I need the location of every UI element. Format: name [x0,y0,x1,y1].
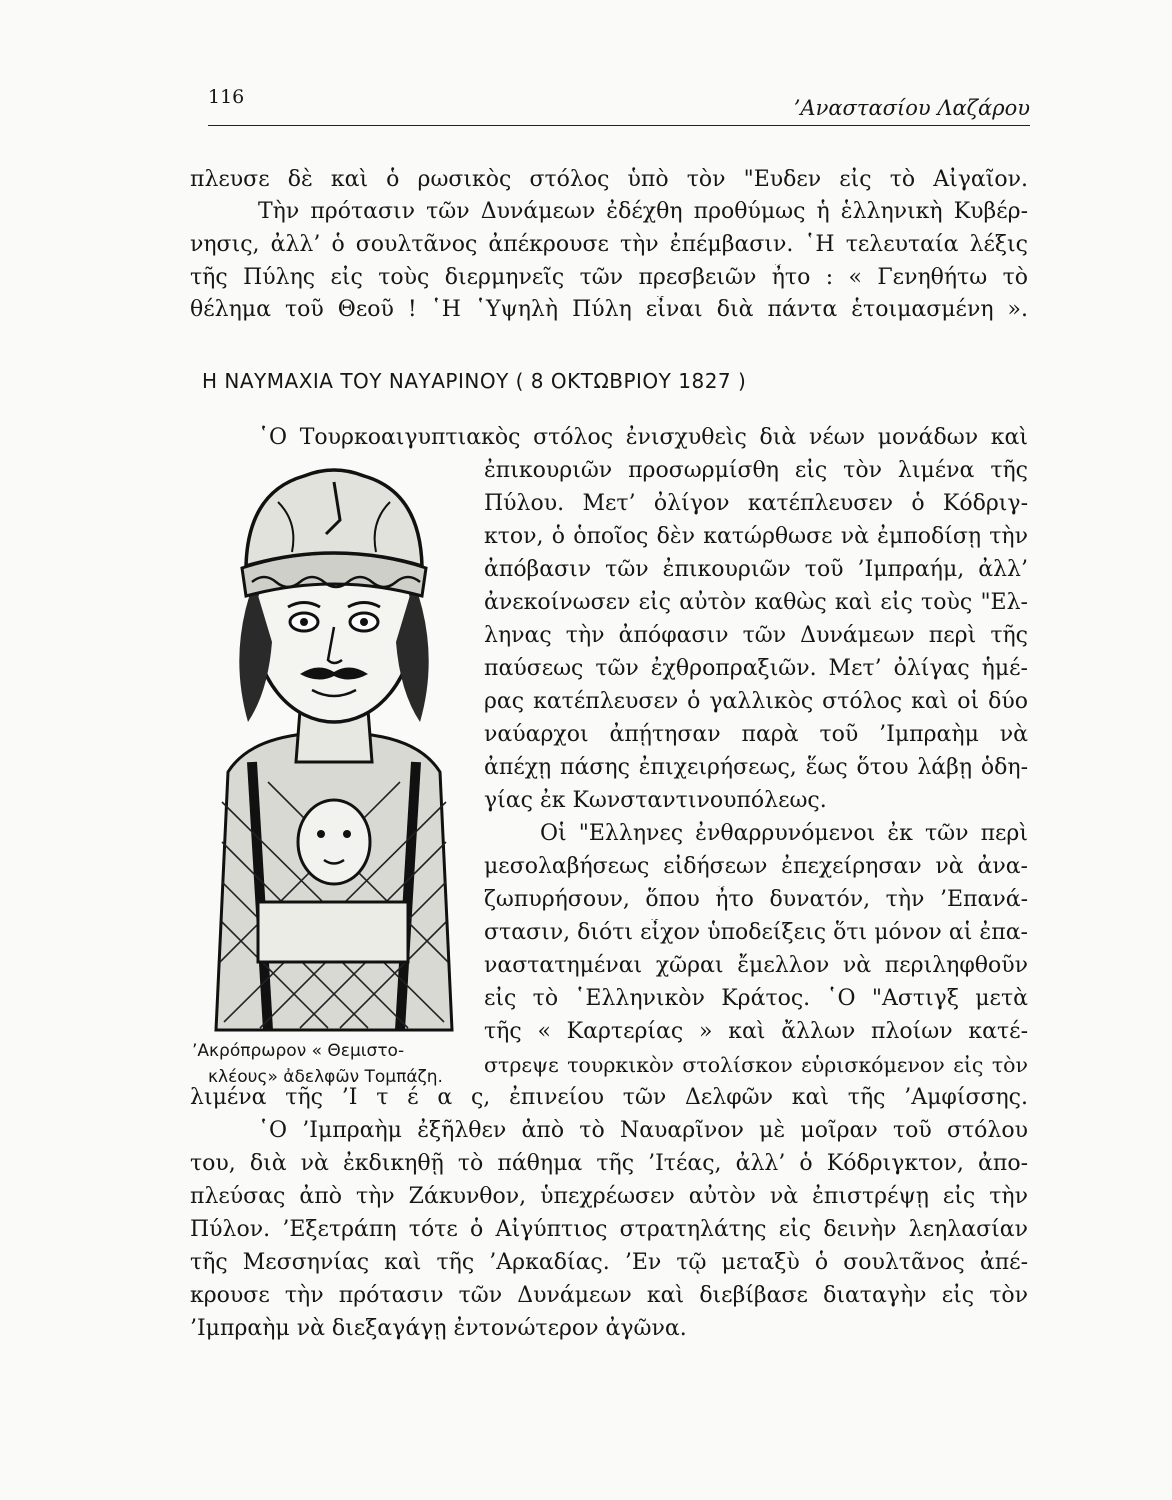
figure-caption-line-2: κλέους» ἀδελφῶν Τομπάζη. [208,1067,443,1087]
column-line-3: κτον, ὁ ὁποῖος δὲν κατώρθωσε νὰ ἐμποδίσῃ τὴν [484,524,1028,549]
column-line-1: ἐπικουριῶν προσωρμίσθη εἰς τὸν λιμένα τῆς [484,458,1028,483]
intro-line-4: τῆς Πύλης εἰς τοὺς διερμηνεῖς τῶν πρεσβειῶν ἦτο : « Γενηθήτω τὸ [190,265,1028,290]
column-line-4: ἀπόβασιν τῶν ἐπικουριῶν τοῦ ’Ιμπραήμ, ἀλλ’ [484,557,1028,582]
running-head-author: ’Αναστασίου Λαζάρου [793,96,1030,120]
column-line-8: ρας κατέπλευσεν ὁ γαλλικὸς στόλος καὶ οἱ δύο [484,689,1028,714]
column-line-17: εἰς τὸ ῾Ελληνικὸν Κράτος. ῾Ο "Αστιγξ μετὰ [484,986,1028,1011]
closing-line-6: τῆς Μεσσηνίας καὶ τῆς ’Αρκαδίας. ’Εν τῷ μεταξὺ ὁ σουλτᾶνος ἀπέ- [190,1250,1028,1275]
closing-line-8: ’Ιμπραὴμ νὰ διεξαγάγῃ ἐντονώτερον ἀγῶνα. [190,1316,687,1341]
page-number: 116 [208,86,245,108]
column-line-6: ληνας τὴν ἀπόφασιν τῶν Δυνάμεων περὶ τῆς [484,623,1028,648]
figure-caption [192,1038,477,1090]
column-line-7: παύσεως τῶν ἐχθροπραξιῶν. Μετ’ ὀλίγας ἡμέ- [484,656,1028,681]
column-line-15: στασιν, διότι εἶχον ὑποδείξεις ὅτι μόνον αἱ ἐπα- [484,920,1028,945]
intro-line-5: θέλημα τοῦ Θεοῦ ! ῾Η ῾Υψηλὴ Πύλη εἶναι διὰ πάντα ἑτοιμασμένη ». [190,297,1028,322]
closing-line-1: λιμένα τῆς ’Ι τ έ α ς, ἐπινείου τῶν Δελφῶν καὶ τῆς ’Αμφίσσης. [190,1085,1028,1110]
section-heading: Η ΝΑΥΜΑΧΙΑ ΤΟΥ ΝΑΥΑΡΙΝΟΥ ( 8 ΟΚΤΩΒΡΙΟΥ 1827 ) [202,369,747,393]
column-line-14: ζωπυρήσουν, ὅπου ἦτο δυνατόν, τὴν ’Επανά- [484,887,1028,912]
column-line-18: τῆς « Καρτερίας » καὶ ἄλλων πλοίων κατέ- [484,1019,1028,1044]
figurehead-illustration [208,462,460,1032]
column-line-16: ναστατημέναι χῶραι ἔμελλον νὰ περιληφθοῦν [484,953,1028,978]
figure-caption-line-1: ’Ακρόπρωρον « Θεμιστο- [192,1041,405,1061]
column-line-11: γίας ἐκ Κωνσταντινουπόλεως. [484,788,827,813]
page-header [208,86,1030,126]
column-line-2: Πύλου. Μετ’ ὀλίγον κατέπλευσεν ὁ Κόδριγ- [484,491,1028,516]
section-first-line: ῾Ο Τουρκοαιγυπτιακὸς στόλος ἐνισχυθεὶς διὰ νέων μονάδων καὶ [258,425,1028,450]
closing-line-5: Πύλον. ’Εξετράπη τότε ὁ Αἰγύπτιος στρατηλάτης εἰς δεινὴν λεηλασίαν [190,1217,1028,1242]
intro-line-1: πλευσε δὲ καὶ ὁ ρωσικὸς στόλος ὑπὸ τὸν "Ευδεν εἰς τὸ Αἰγαῖον. [190,167,1028,192]
intro-line-2: Τὴν πρότασιν τῶν Δυνάμεων ἐδέχθη προθύμως ἡ ἑλληνικὴ Κυβέρ- [258,199,1028,224]
column-line-5: ἀνεκοίνωσεν εἰς αὐτὸν καθὼς καὶ εἰς τοὺς "Ελ- [484,590,1028,615]
column-line-9: ναύαρχοι ἀπῄτησαν παρὰ τοῦ ’Ιμπραὴμ νὰ [484,722,1028,747]
closing-line-3: του, διὰ νὰ ἐκδικηθῇ τὸ πάθημα τῆς ’Ιτέας, ἀλλ’ ὁ Κόδριγκτον, ἀπο- [190,1151,1028,1176]
column-line-12: Οἱ "Ελληνες ἐνθαρρυνόμενοι ἐκ τῶν περὶ [540,821,1028,846]
closing-line-4: πλεύσας ἀπὸ τὴν Ζάκυνθον, ὑπεχρέωσεν αὐτὸν νὰ ἐπιστρέψῃ εἰς τὴν [190,1184,1028,1209]
column-line-10: ἀπέχῃ πάσης ἐπιχειρήσεως, ἕως ὅτου λάβῃ ὁδη- [484,755,1028,780]
closing-line-2: ῾Ο ’Ιμπραὴμ ἐξῆλθεν ἀπὸ τὸ Ναυαρῖνον μὲ μοῖραν τοῦ στόλου [258,1118,1028,1143]
intro-line-3: νησις, ἀλλ’ ὁ σουλτᾶνος ἀπέκρουσε τὴν ἐπέμβασιν. ῾Η τελευταία λέξις [190,232,1028,257]
column-line-13: μεσολαβήσεως εἰδήσεων ἐπεχείρησαν νὰ ἀνα- [484,854,1028,879]
header-rule [208,125,1030,126]
column-line-19: στρεψε τουρκικὸν στολίσκον εὑρισκόμενον εἰς τὸν [484,1053,1028,1077]
closing-line-7: κρουσε τὴν πρότασιν τῶν Δυνάμεων καὶ διεβίβασε διαταγὴν εἰς τὸν [190,1283,1028,1308]
